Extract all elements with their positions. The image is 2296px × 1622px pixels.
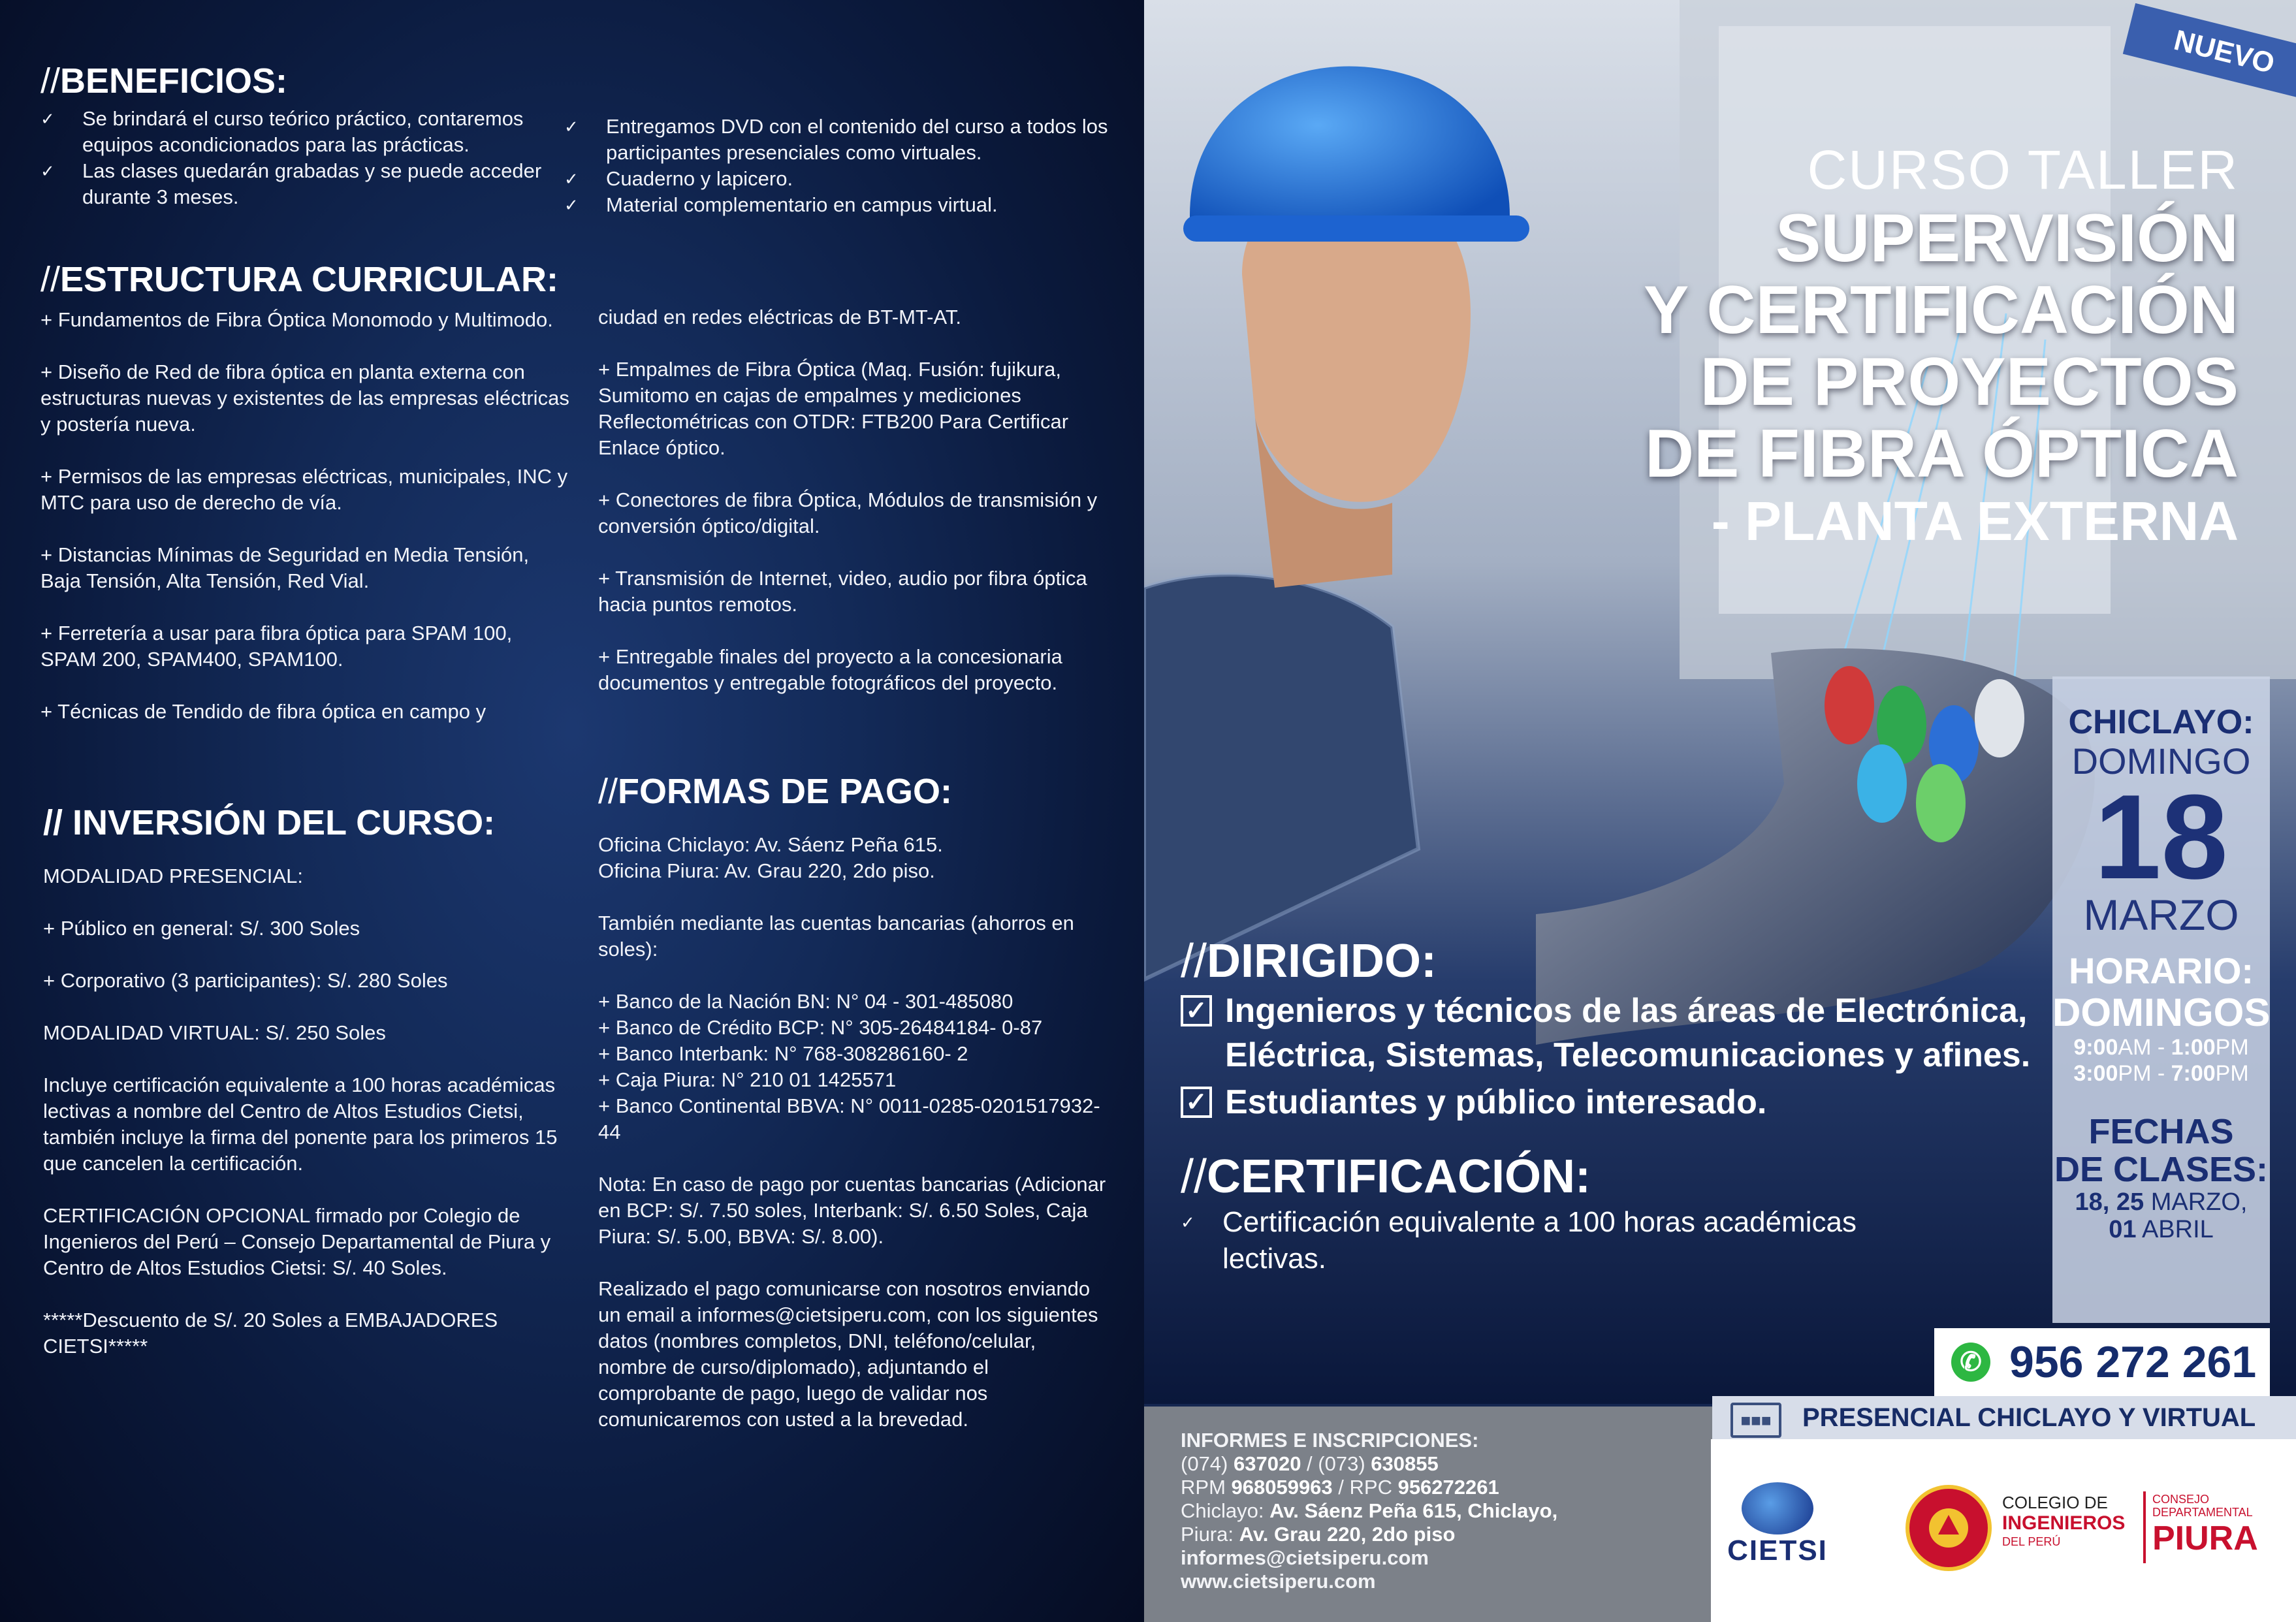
estructura-heading: //ESTRUCTURA CURRICULAR:	[40, 260, 558, 299]
pago-final: Realizado el pago comunicarse con nosotros enviando un email a informes@cietsiperu.com, con los siguientes datos (nombres completos, DNI, teléfono/celular, nombre de curso/diplomado), adjuntando el comprobante de pago, luego de validar nos comunicaremos con usted a la brevedad.	[598, 1277, 1098, 1431]
informes-rpm: RPM 968059963 / RPC 956272261	[1181, 1476, 1499, 1499]
checkbox-icon: ✓	[1181, 995, 1212, 1026]
schedule-line-2: 3:00PM - 7:00PM	[2073, 1061, 2249, 1086]
list-item: + Banco de la Nación BN: N° 04 - 301-485080	[598, 990, 1013, 1013]
fechas-label: FECHAS DE CLASES:	[2054, 1112, 2269, 1189]
list-item: + Permisos de las empresas eléctricas, municipales, INC y MTC para uso de derecho de vía.	[40, 465, 568, 514]
list-item: ✓ Ingenieros y técnicos de las áreas de Electrónica, Eléctrica, Sistemas, Telecomunicaciones y afines.	[1181, 989, 2043, 1077]
date-sidebar	[2052, 676, 2270, 1323]
list-item: + Caja Piura: N° 210 01 1425571	[598, 1068, 897, 1091]
list-item: + Técnicas de Tendido de fibra óptica en campo y	[40, 700, 486, 723]
list-item: CERTIFICACIÓN OPCIONAL firmado por Colegio de Ingenieros del Perú – Consejo Departamental de Piura y Centro de Altos Estudios Cietsi: S/. 40 Soles.	[43, 1204, 551, 1279]
list-item: + Banco Interbank: N° 768-308286160- 2	[598, 1042, 968, 1065]
month-label: MARZO	[2083, 891, 2239, 939]
phone-number: 956 272 261	[2009, 1337, 2257, 1387]
list-item: + Empalmes de Fibra Óptica (Maq. Fusión: fujikura, Sumitomo en cajas de empalmes y mediciones Reflectométricas con OTDR: FTB200 Para Certificar Enlace óptico.	[598, 358, 1069, 459]
list-item: + Distancias Mínimas de Seguridad en Media Tensión, Baja Tensión, Alta Tensión, Red Vial.	[40, 543, 530, 592]
estructura-section	[40, 259, 569, 725]
informes-email[interactable]: informes@cietsiperu.com	[1181, 1546, 1429, 1569]
nuevo-badge: NUEVO	[2123, 3, 2296, 101]
curso-taller-label: CURSO TALLER	[1807, 139, 2239, 200]
consejo-text: CONSEJO DEPARTAMENTAL PIURA	[2152, 1493, 2258, 1557]
inversion-section	[43, 802, 559, 1360]
list-item: MODALIDAD VIRTUAL: S/. 250 Soles	[43, 1021, 386, 1044]
pago-section	[598, 771, 1108, 1433]
informes-web[interactable]: www.cietsiperu.com	[1181, 1570, 1376, 1593]
informes-piura: Piura: Av. Grau 220, 2do piso	[1181, 1523, 1456, 1546]
colegio-text: COLEGIO DE INGENIEROS DEL PERÚ	[2002, 1493, 2126, 1548]
informes-chiclayo: Chiclayo: Av. Sáenz Peña 615, Chiclayo,	[1181, 1499, 1558, 1522]
cietsi-globe-icon	[1742, 1482, 1813, 1535]
fechas-line-1: 18, 25 MARZO,	[2075, 1188, 2248, 1216]
informes-title: INFORMES E INSCRIPCIONES:	[1181, 1429, 1479, 1452]
list-item: ✓ Estudiantes y público interesado.	[1181, 1080, 2043, 1124]
checkbox-icon: ✓	[1181, 1087, 1212, 1118]
list-item: + Fundamentos de Fibra Óptica Monomodo y Multimodo.	[40, 308, 553, 331]
list-item: ✓ Material complementario en campus virtual.	[564, 192, 1119, 218]
list-item: + Corporativo (3 participantes): S/. 280 Soles	[43, 969, 448, 992]
beneficios-list-right-wrap	[564, 114, 1119, 218]
list-item: + Banco de Crédito BCP: N° 305-26484184- 0-87	[598, 1016, 1043, 1039]
list-item: Oficina Chiclayo: Av. Sáenz Peña 615.	[598, 833, 943, 856]
estructura-right	[598, 304, 1121, 696]
beneficios-list-left	[40, 106, 550, 210]
list-item: + Ferretería a usar para fibra óptica para SPAM 100, SPAM 200, SPAM400, SPAM100.	[40, 622, 513, 671]
fechas-line-2: 01 ABRIL	[2109, 1216, 2214, 1243]
list-item: ✓ Entregamos DVD con el contenido del curso a todos los participantes presenciales como virtuales.	[564, 114, 1119, 166]
informes-phones: (074) 637020 / (073) 630855	[1181, 1452, 1439, 1475]
cietsi-wordmark: CIETSI	[1727, 1535, 1828, 1566]
list-item: ✓ Certificación equivalente a 100 horas académicas lectivas.	[1181, 1204, 1951, 1277]
schedule-line-1: 9:00AM - 1:00PM	[2073, 1035, 2249, 1060]
horario-days: DOMINGOS	[2052, 991, 2271, 1034]
list-item: + Conectores de fibra Óptica, Módulos de transmisión y conversión óptico/digital.	[598, 488, 1098, 537]
list-item: + Público en general: S/. 300 Soles	[43, 917, 360, 940]
list-item: ✓ Se brindará el curso teórico práctico, contaremos equipos acondicionados para las prácticas.	[40, 106, 550, 158]
cover-title	[1644, 137, 2239, 552]
title-line: DE FIBRA ÓPTICA	[1644, 416, 2239, 492]
inversion-heading: // INVERSIÓN DEL CURSO:	[43, 803, 496, 842]
list-item: *****Descuento de S/. 20 Soles a EMBAJADORES CIETSI*****	[43, 1309, 498, 1358]
list-item: MODALIDAD PRESENCIAL:	[43, 865, 303, 887]
list-item: + Diseño de Red de fibra óptica en planta externa con estructuras nuevas y existentes de las empresas eléctricas y postería nueva.	[40, 360, 569, 436]
title-line: DE PROYECTOS	[1700, 344, 2239, 420]
colegio-seal-icon	[1905, 1485, 1992, 1571]
title-subtitle: - PLANTA EXTERNA	[1711, 490, 2239, 552]
list-item: ✓ Las clases quedarán grabadas y se puede acceder durante 3 meses.	[40, 158, 550, 210]
modalidad-banner	[1712, 1396, 2296, 1439]
list-item: ciudad en redes eléctricas de BT-MT-AT.	[598, 306, 961, 328]
certificacion-list	[1181, 1204, 1951, 1277]
beneficios-list-right	[564, 114, 1119, 218]
list-item: + Banco Continental BBVA: N° 0011-0285-0201517932-44	[598, 1094, 1100, 1143]
list-item: Incluye certificación equivalente a 100 horas académicas lectivas a nombre del Centro de Altos Estudios Cietsi, también incluye la firma del ponente para los primeros 15 que cancelen la certificación.	[43, 1073, 558, 1175]
list-item: + Transmisión de Internet, video, audio por fibra óptica hacia puntos remotos.	[598, 567, 1087, 616]
dirigido-heading: //DIRIGIDO:	[1181, 935, 1437, 987]
pago-bank-intro: También mediante las cuentas bancarias (ahorros en soles):	[598, 912, 1074, 961]
list-item: + Entregable finales del proyecto a la concesionaria documentos y entregable fotográficos del proyecto.	[598, 645, 1062, 694]
modalidad-text: PRESENCIAL CHICLAYO Y VIRTUAL	[1802, 1403, 2256, 1432]
pago-note: Nota: En caso de pago por cuentas bancarias (Adicionar en BCP: S/. 7.50 soles, Interbank: S/. 6.50 Soles, Caja Piura: S/. 5.00, BBVA: S/. 8.00).	[598, 1173, 1106, 1248]
list-item: Oficina Piura: Av. Grau 220, 2do piso.	[598, 859, 935, 882]
day-name: DOMINGO	[2071, 740, 2251, 782]
pago-heading: //FORMAS DE PAGO:	[598, 772, 953, 811]
title-line: Y CERTIFICACIÓN	[1643, 272, 2239, 348]
day-number: 18	[2094, 769, 2228, 904]
list-item: ✓ Cuaderno y lapicero.	[564, 166, 1119, 192]
title-line: SUPERVISIÓN	[1776, 200, 2239, 276]
cietsi-logo	[1719, 1482, 1836, 1567]
dirigido-section	[1181, 934, 2043, 1277]
beneficios-heading: //BENEFICIOS:	[40, 61, 288, 101]
classroom-icon: ■■■	[1730, 1403, 1781, 1438]
phone-banner[interactable]	[1934, 1328, 2270, 1396]
whatsapp-icon: ✆	[1951, 1343, 1990, 1382]
beneficios-section	[40, 60, 550, 210]
logo-divider	[2143, 1491, 2146, 1563]
certificacion-heading: //CERTIFICACIÓN:	[1181, 1151, 1591, 1203]
horario-label: HORARIO:	[2068, 950, 2254, 991]
inside-panel	[0, 0, 1144, 1622]
city-label: CHICLAYO:	[2068, 703, 2254, 741]
informes-block	[1181, 1429, 1703, 1593]
